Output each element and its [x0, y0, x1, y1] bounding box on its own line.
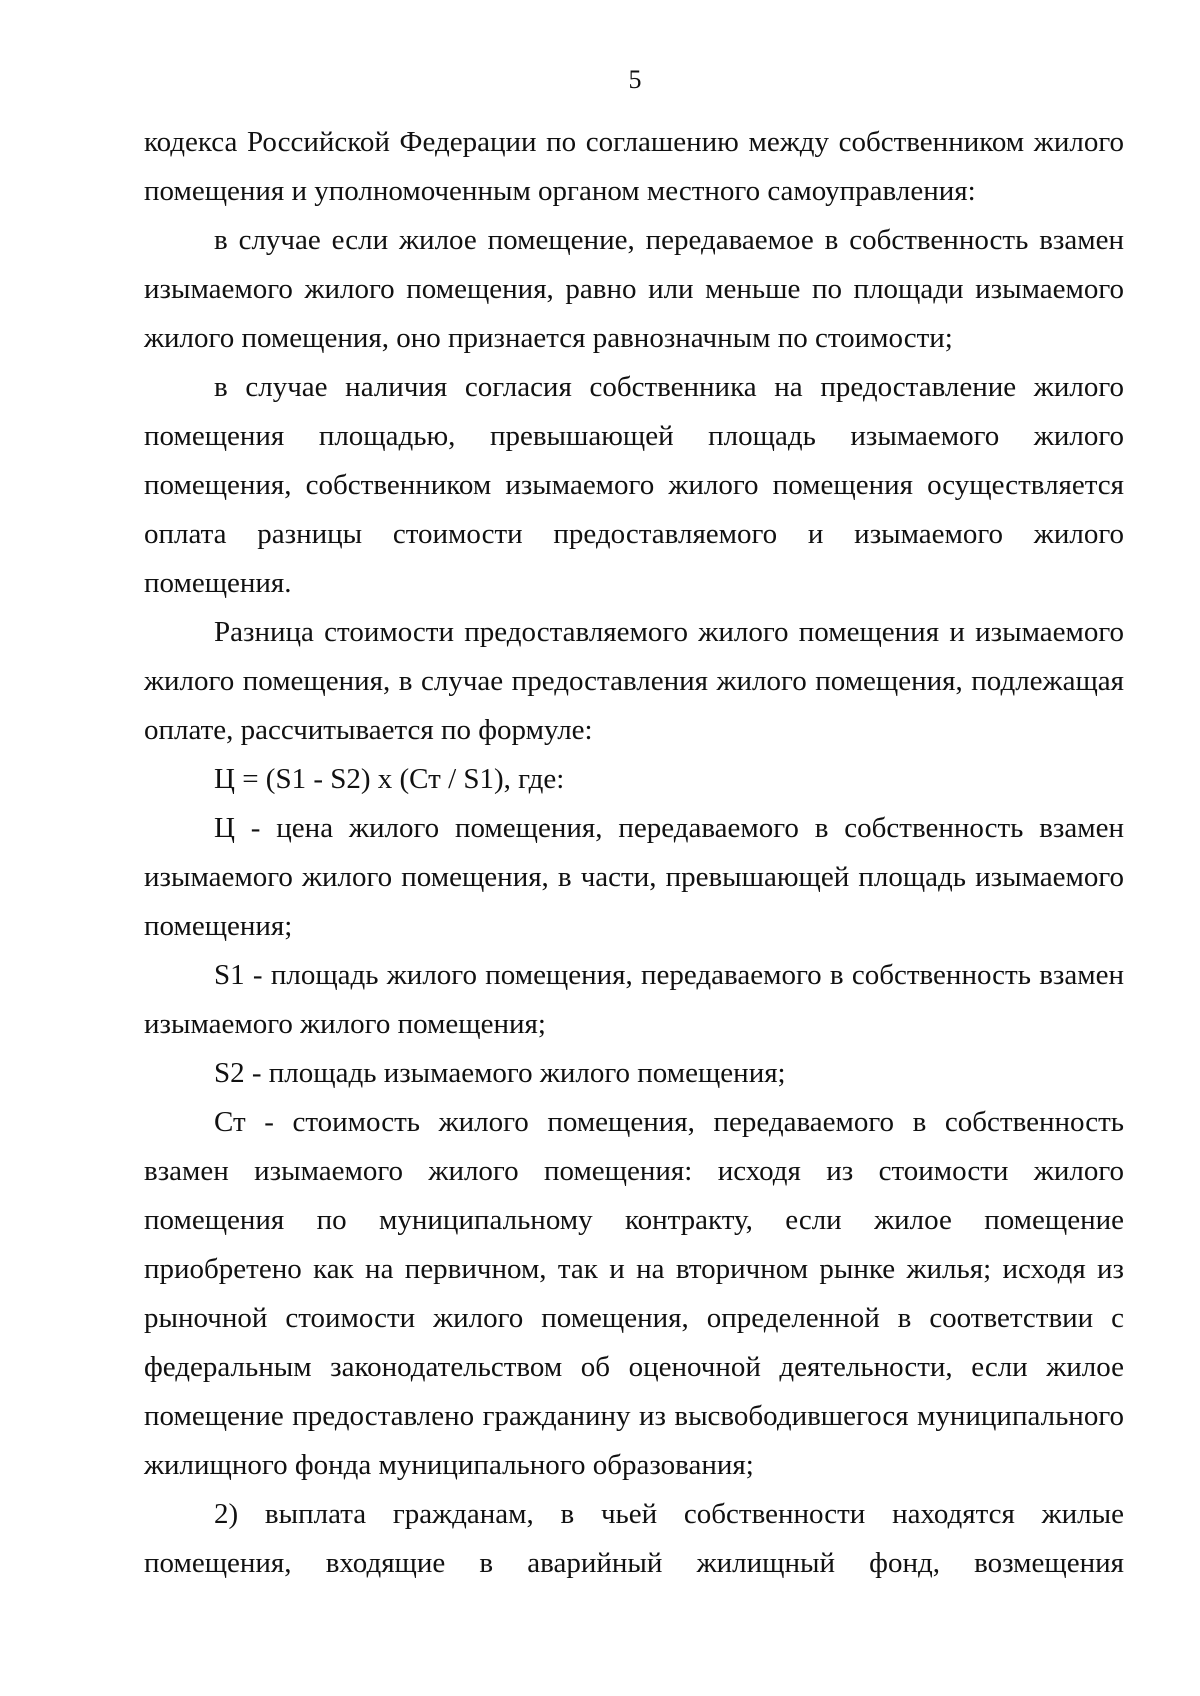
- paragraph-larger-area-case: в случае наличия согласия собственника на предоставление жилого помещения площадью, превышающей площадь изымаемого жилого помещения, собственником изымаемого жилого помещения осуществляется оплата разницы стоимости предоставляемого и изымаемого жилого помещения.: [144, 371, 1124, 599]
- document-body: [144, 118, 1124, 1588]
- paragraph-difference-intro: Разница стоимости предоставляемого жилого помещения и изымаемого жилого помещения, в случае предоставления жилого помещения, подлежащая оплате, рассчитывается по формуле:: [144, 616, 1124, 746]
- definition-s1: S1 - площадь жилого помещения, передаваемого в собственность взамен изымаемого жилого помещения;: [144, 959, 1124, 1040]
- definition-price: Ц - цена жилого помещения, передаваемого в собственность взамен изымаемого жилого помещения, в части, превышающей площадь изымаемого помещения;: [144, 812, 1124, 942]
- paragraph-equal-area-case: в случае если жилое помещение, передаваемое в собственность взамен изымаемого жилого помещения, равно или меньше по площади изымаемого жилого помещения, оно признается равнозначным по стоимости;: [144, 224, 1124, 354]
- paragraph-codex-continuation: кодекса Российской Федерации по соглашению между собственником жилого помещения и уполномоченным органом местного самоуправления:: [144, 126, 1124, 207]
- formula-line: Ц = (S1 - S2) х (Ст / S1), где:: [214, 763, 565, 795]
- paragraph-item-2: 2) выплата гражданам, в чьей собственности находятся жилые помещения, входящие в аварийный жилищный фонд, возмещения: [144, 1498, 1124, 1579]
- definition-s2: S2 - площадь изымаемого жилого помещения;: [214, 1057, 786, 1089]
- page-number: 5: [628, 65, 642, 94]
- definition-cost: Ст - стоимость жилого помещения, передаваемого в собственность взамен изымаемого жилого помещения: исходя из стоимости жилого помещения по муниципальному контракту, если жилое помещение приобретено как на первичном, так и на вторичном рынке жилья; исходя из рыночной стоимости жилого помещения, определенной в соответствии с федеральным законодательством об оценочной деятельности, если жилое помещение предоставлено гражданину из высвободившегося муниципального жилищного фонда муниципального образования;: [144, 1106, 1124, 1481]
